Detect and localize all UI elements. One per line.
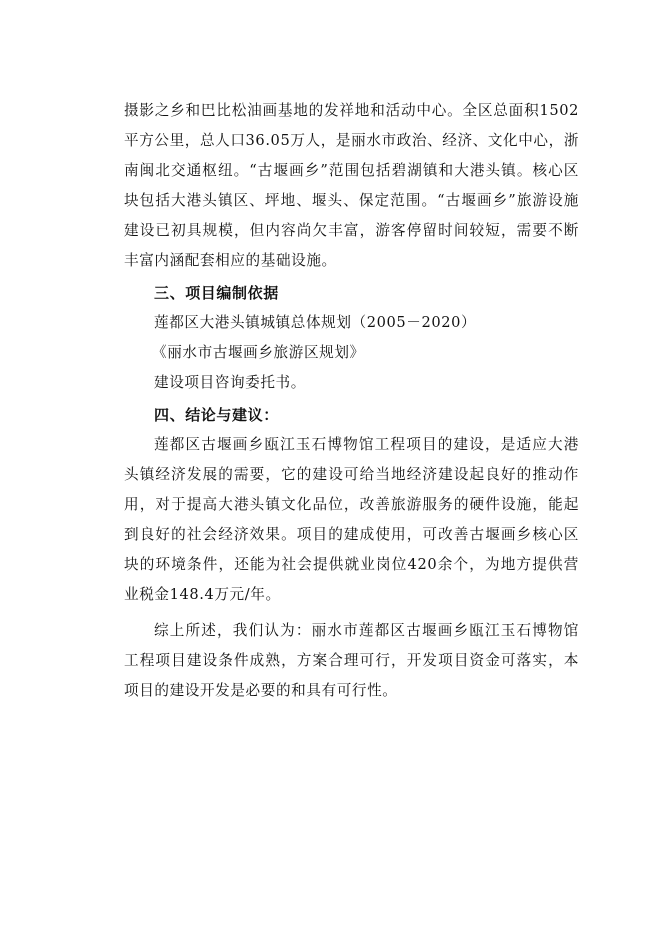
basis-item-tourism-plan: 《丽水市古堰画乡旅游区规划》 (152, 344, 365, 361)
summary-paragraph: 综上所述，我们认为：丽水市莲都区古堰画乡瓯江玉石博物馆工程项目建设条件成熟，方案合理可行，开发项目资金可落实，本项目的建设开发是必要的和具有可行性。 (124, 622, 579, 699)
basis-item-master-plan: 莲都区大港头镇城镇总体规划（2005－2020） (154, 314, 477, 331)
conclusion-paragraph: 莲都区古堰画乡瓯江玉石博物馆工程项目的建设，是适应大港头镇经济发展的需要，它的建设可给当地经济建设起良好的推动作用，对于提高大港头镇文化品位，改善旅游服务的硬件设施，能起到良好的社会经济效果。项目的建成使用，可改善古堰画乡核心区块的环境条件，还能为社会提供就业岗位420余个，为地方提供营业税金148.4万元/年。 (124, 436, 579, 603)
intro-paragraph: 摄影之乡和巴比松油画基地的发祥地和活动中心。全区总面积1502平方公里，总人口36.05万人，是丽水市政治、经济、文化中心，浙南闽北交通枢纽。“古堰画乡”范围包括碧湖镇和大港头镇。核心区块包括大港头镇区、坪地、堰头、保定范围。“古堰画乡”旅游设施建设已初具规模，但内容尚欠丰富，游客停留时间较短，需要不断丰富内涵配套相应的基础设施。 (124, 102, 580, 269)
section-heading-basis: 三、项目编制依据 (154, 284, 279, 302)
section-heading-conclusion: 四、结论与建议： (154, 406, 279, 424)
document-body (124, 96, 579, 706)
basis-item-commission: 建设项目咨询委托书。 (154, 374, 306, 391)
